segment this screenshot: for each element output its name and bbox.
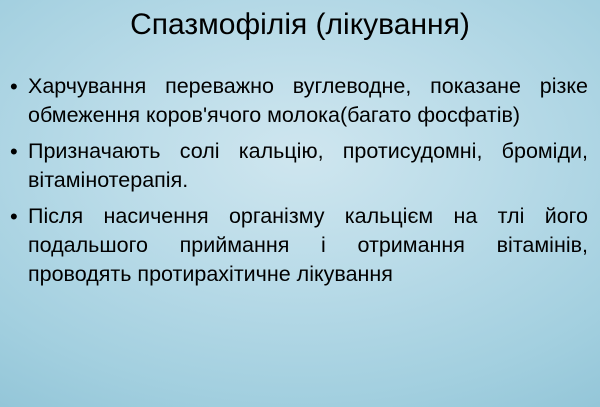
list-item-text: Після насичення організму кальцієм на тлі його подальшого приймання і отримання вітамінів, проводять протирахітичне лікування <box>28 204 588 286</box>
list-item-text: Харчування переважно вуглеводне, показане різке обмеження коров'ячого молока(багато фосфатів) <box>28 74 588 127</box>
bullet-marker-icon: • <box>10 139 18 164</box>
list-item <box>10 72 588 130</box>
bullet-marker-icon: • <box>10 74 18 99</box>
bullet-marker-icon: • <box>10 204 18 229</box>
list-item-text: Призначають солі кальцію, протисудомні, броміди, вітамінотерапія. <box>28 139 588 192</box>
bullet-list <box>10 72 588 296</box>
list-item <box>10 202 588 289</box>
list-item <box>10 137 588 195</box>
page-title: Спазмофілія (лікування) <box>130 8 470 41</box>
